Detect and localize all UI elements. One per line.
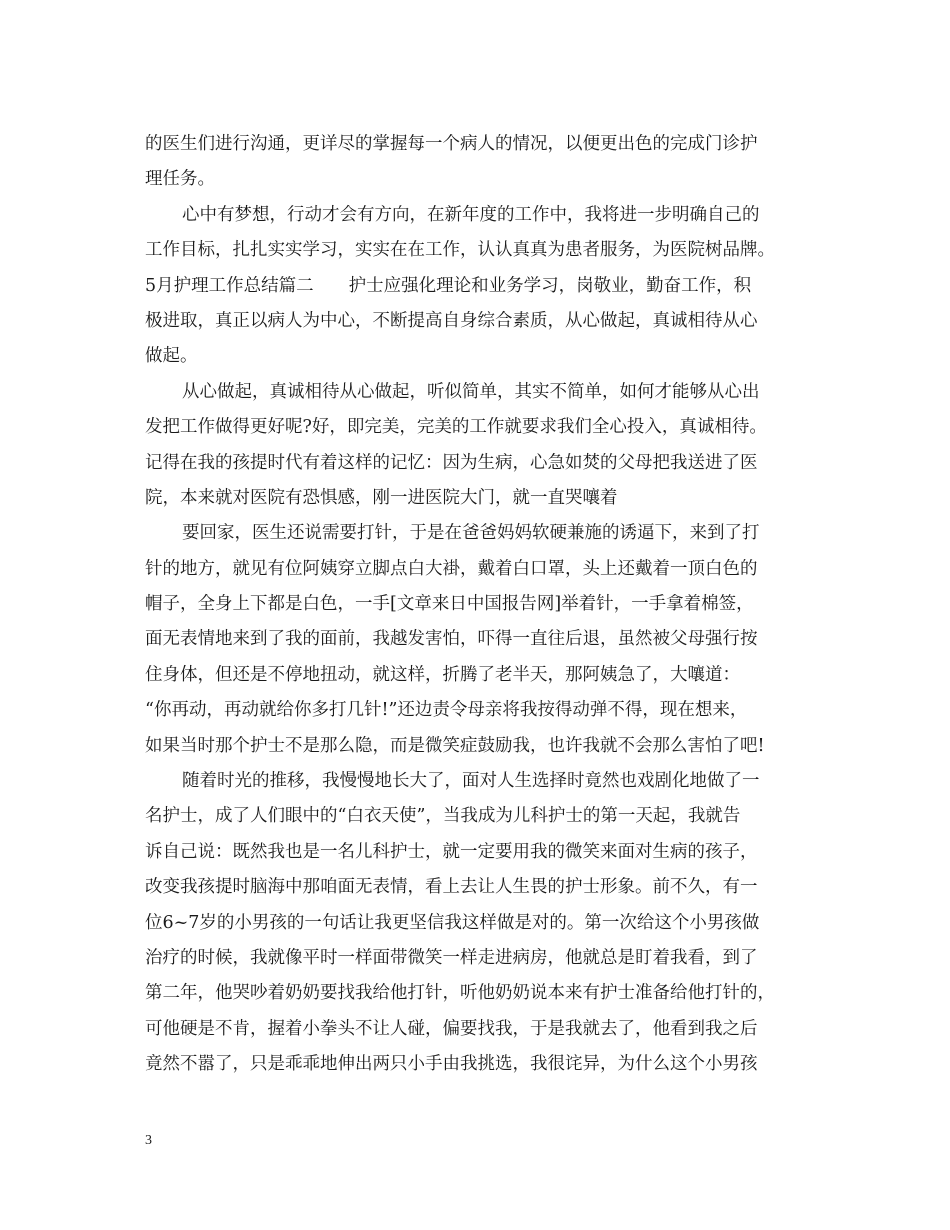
text-line: 治疗的时候，我就像平时一样面带微笑一样走进病房，他就总是盯着我看，到了 [145, 947, 758, 968]
text-line: 发把工作做得更好呢?好，即完美，完美的工作就要求我们全心投入，真诚相待。 [145, 417, 767, 438]
text-line: 要回家，医生还说需要打针，于是在爸爸妈妈软硬兼施的诱逼下，来到了打 [182, 523, 760, 544]
text-line: 工作目标，扎扎实实学习，实实在在工作，认认真真为患者服务，为医院树品牌。 [145, 240, 775, 261]
text-line: 竟然不嚣了，只是乖乖地伸出两只小手由我挑选，我很诧异，为什么这个小男孩 [145, 1054, 758, 1075]
text-line: 名护士，成了人们眼中的“白衣天使”，当我成为儿科护士的第一天起，我就告 [145, 806, 741, 827]
text-line: 住身体，但还是不停地扭动，就这样，折腾了老半天，那阿姨急了，大嚷道： [145, 664, 740, 685]
text-line: 如果当时那个护士不是那么隐，而是微笑症鼓励我，也许我就不会那么害怕了吧! [145, 735, 765, 756]
text-line: 面无表情地来到了我的面前，我越发害怕，吓得一直往后退，虽然被父母强行按 [145, 629, 758, 650]
page-number: 3 [145, 1133, 152, 1148]
text-line: 改变我孩提时脑海中那咱面无表情，看上去让人生畏的护士形象。前不久，有一 [145, 877, 758, 898]
text-line: 可他硬是不肯，握着小拳头不让人碰，偏要找我，于是我就去了，他看到我之后 [145, 1018, 758, 1039]
text-line: 帽子，全身上下都是白色，一手[文章来日中国报告网]举着针，一手拿着棉签， [145, 594, 754, 615]
text-line: 院，本来就对医院有恐惧感，刚一进医院大门，就一直哭嚷着 [145, 487, 618, 508]
text-line: 的医生们进行沟通，更详尽的掌握每一个病人的情况，以便更出色的完成门诊护 [145, 134, 758, 154]
text-line: 针的地方，就见有位阿姨穿立脚点白大褂，戴着白口罩，头上还戴着一顶白色的 [145, 558, 758, 579]
text-line: 第二年，他哭吵着奶奶要找我给他打针，听他奶奶说本来有护士准备给他打针的， [145, 983, 775, 1004]
text-line: 做起。 [145, 346, 198, 367]
text-line: 位6~7岁的小男孩的一句话让我更坚信我这样做是对的。第一次给这个小男孩做 [145, 912, 760, 933]
text-line: 心中有梦想，行动才会有方向，在新年度的工作中，我将进一步明确自己的 [182, 204, 760, 225]
text-line: 诉自己说：既然我也是一名儿科护士，就一定要用我的微笑来面对生病的孩子， [145, 841, 758, 862]
text-line: 理任务。 [145, 169, 215, 190]
text-line: 5月护理工作总结篇二 护士应强化理论和业务学习，岗敬业，勤奋工作，积 [145, 275, 752, 296]
text-line: 从心做起，真诚相待从心做起，听似简单，其实不简单，如何才能够从心出 [182, 381, 760, 402]
body-text [145, 127, 810, 1083]
text-line: “你再动，再动就给你多打几针!”还边责令母亲将我按得动弹不得，现在想来， [145, 700, 748, 721]
text-line: 极进取，真正以病人为中心，不断提高自身综合素质，从心做起，真诚相待从心 [145, 310, 758, 331]
text-line: 随着时光的推移，我慢慢地长大了，面对人生选择时竟然也戏剧化地做了一 [182, 771, 760, 792]
text-line: 记得在我的孩提时代有着这样的记忆：因为生病，心急如焚的父母把我送进了医 [145, 452, 758, 473]
